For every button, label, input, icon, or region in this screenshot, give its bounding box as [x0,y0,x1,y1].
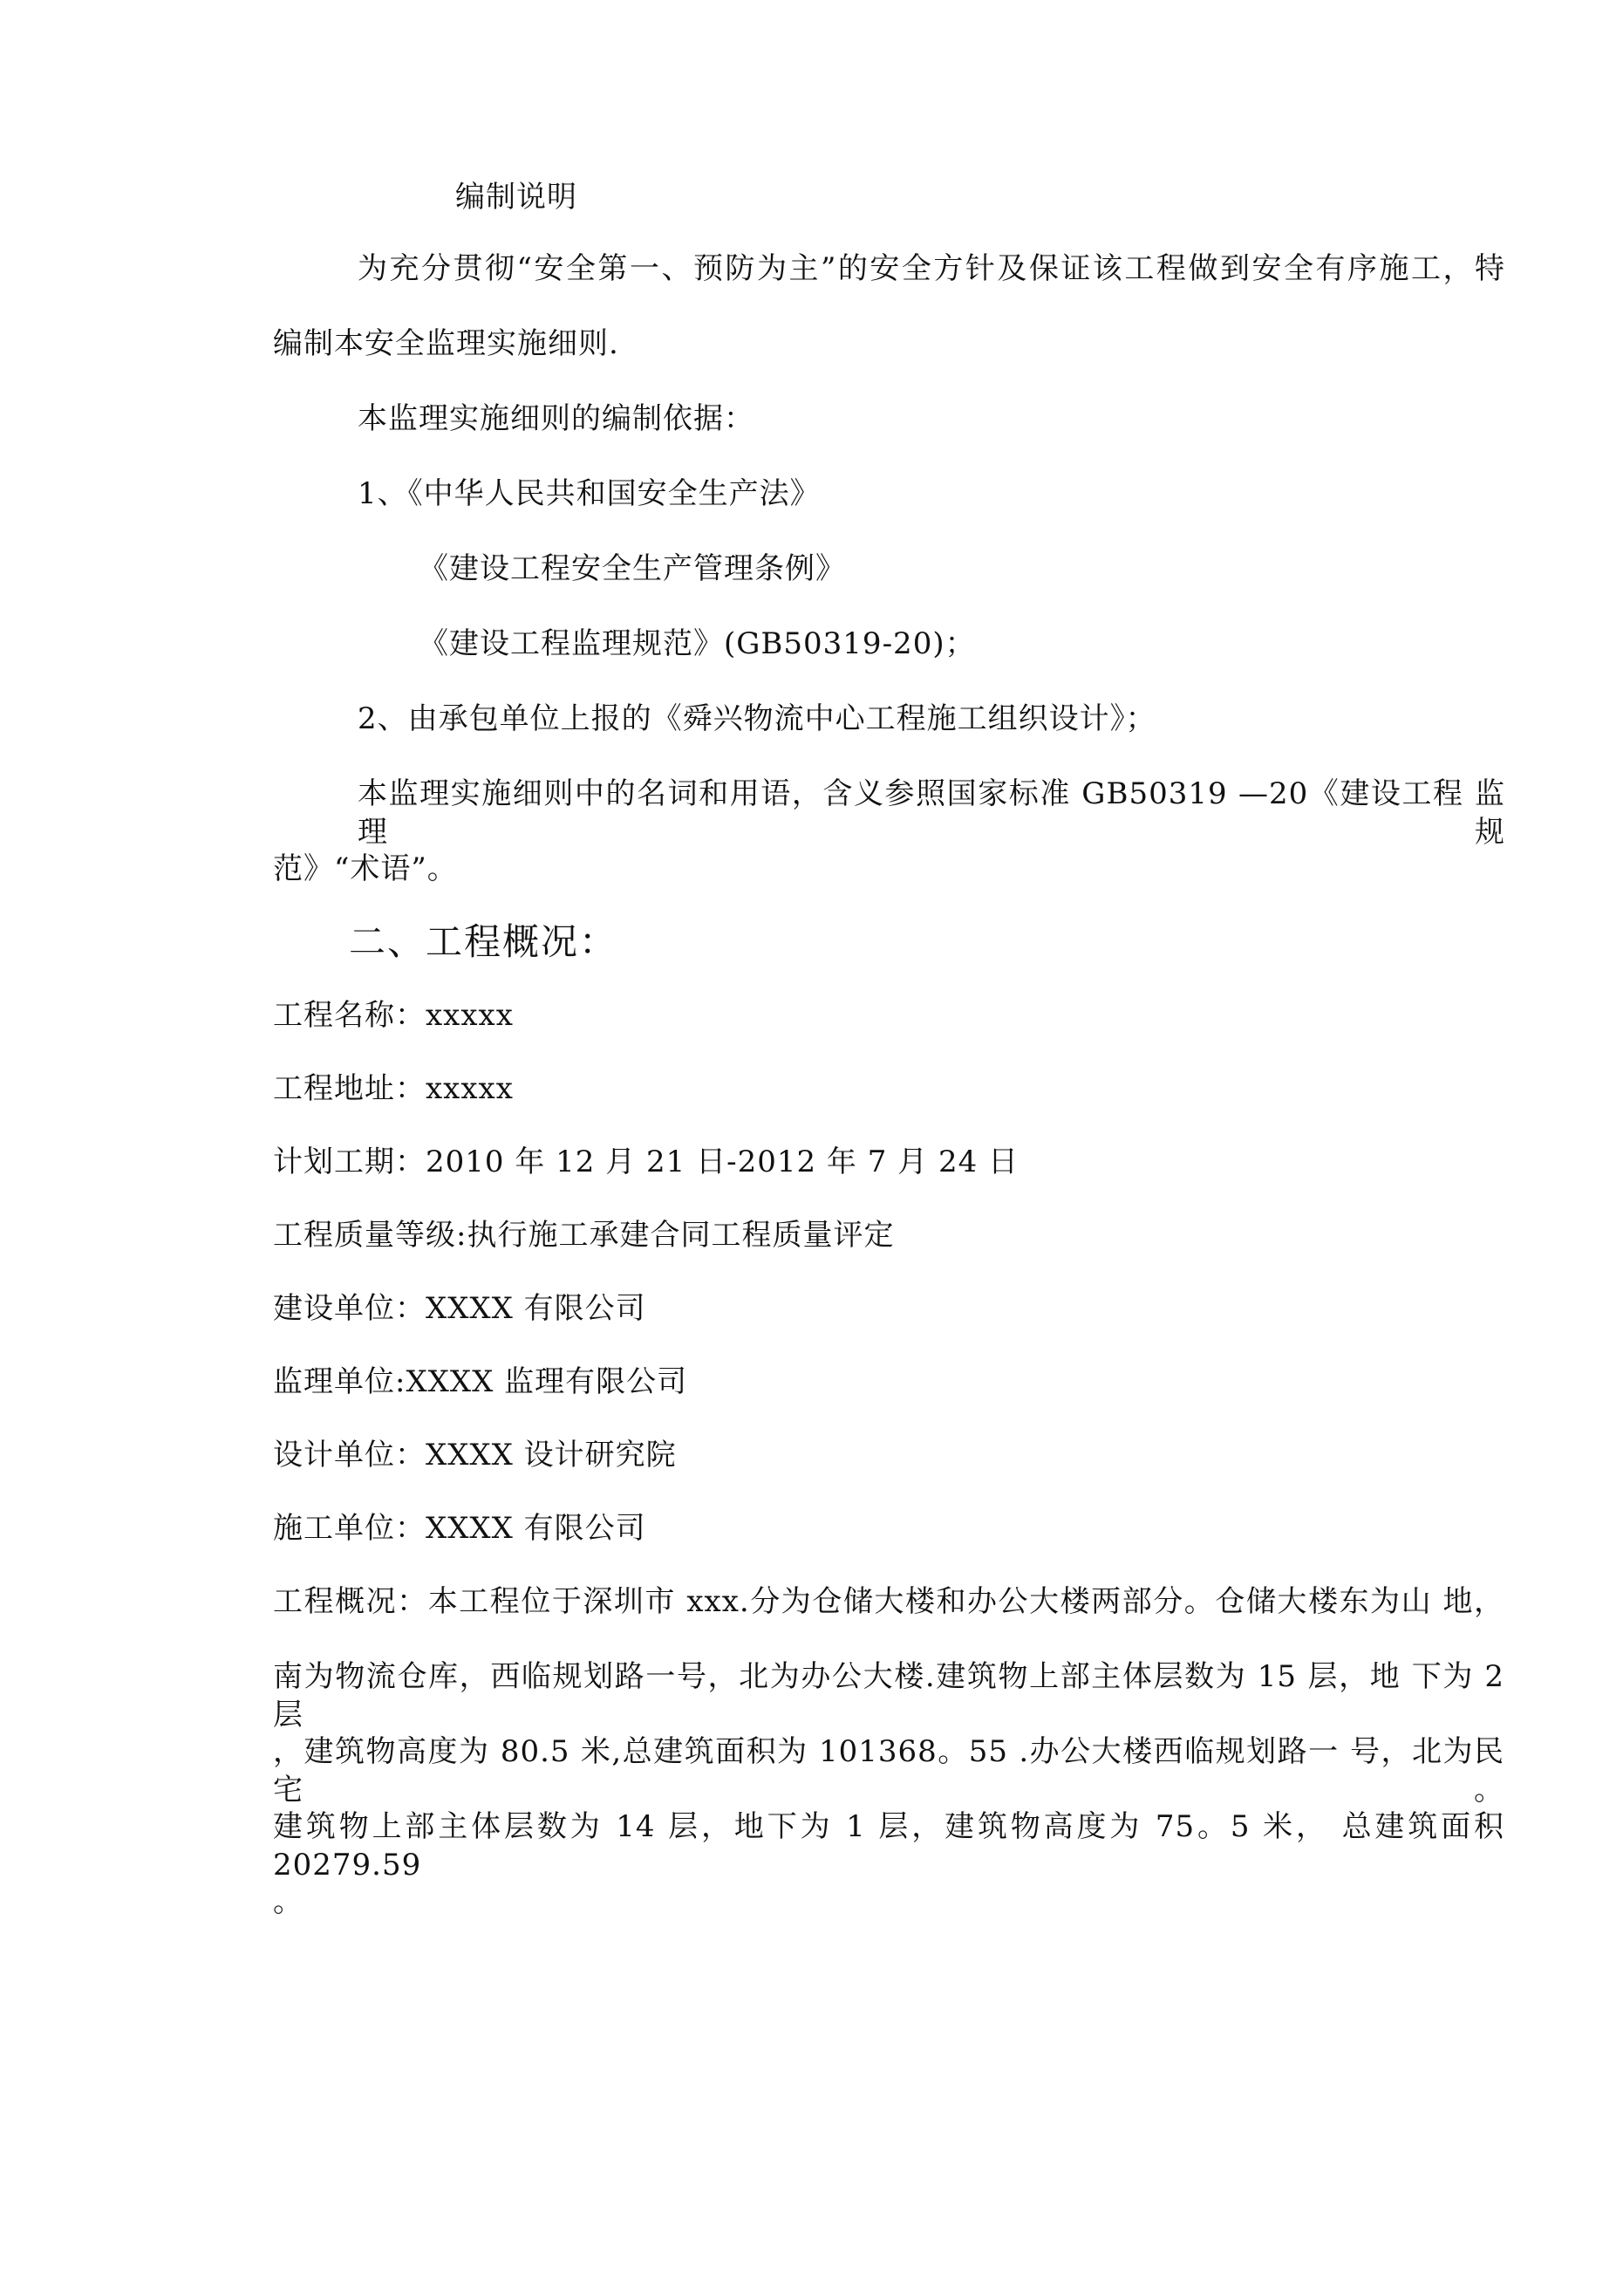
section-heading: 二、工程概况： [349,920,618,963]
purpose-line-1: 为充分贯彻“安全第一、预防为主”的安全方针及保证该工程做到安全有序施工，特 [358,251,1505,286]
overview-line-1: 工程概况：本工程位于深圳市 xxx.分为仓储大楼和办公大楼两部分。仓储大楼东为山 地， [273,1584,1504,1619]
owner-unit: 建设单位：XXXX 有限公司 [273,1291,646,1326]
overview-line-3: ，建筑物高度为 80.5 米,总建筑面积为 101368。55 .办公大楼西临规划路一 号，北为民宅。 [273,1734,1504,1807]
basis-item-1b: 《建设工程安全生产管理条例》 [419,551,846,586]
supervision-unit: 监理单位:XXXX 监理有限公司 [273,1364,688,1399]
quality-grade: 工程质量等级:执行施工承建合同工程质量评定 [273,1218,895,1253]
intro-title: 编制说明 [455,180,577,215]
purpose-line-2: 编制本安全监理实施细则. [273,326,619,361]
project-name: 工程名称：xxxxx [273,998,514,1033]
basis-item-2: 2、由承包单位上报的《舜兴物流中心工程施工组织设计》； [358,701,1156,736]
overview-line-5: 。 [273,1884,303,1919]
overview-line-2: 南为物流仓库，西临规划路一号，北为办公大楼.建筑物上部主体层数为 15 层，地 下为 2 层 [273,1659,1504,1732]
design-unit: 设计单位：XXXX 设计研究院 [273,1438,677,1473]
schedule: 计划工期：2010 年 12 月 21 日-2012 年 7 月 24 日 [273,1145,1019,1179]
terms-line-1: 本监理实施细则中的名词和用语，含义参照国家标准 GB50319 —20《建设工程 监理规 [358,776,1505,850]
project-address: 工程地址：xxxxx [273,1071,514,1106]
construction-unit: 施工单位：XXXX 有限公司 [273,1511,646,1546]
basis-item-1c: 《建设工程监理规范》(GB50319-20)； [419,626,976,661]
basis-intro: 本监理实施细则的编制依据： [358,401,754,436]
overview-line-4: 建筑物上部主体层数为 14 层，地下为 1 层，建筑物高度为 75。5 米， 总建筑面积 20279.59 [273,1809,1504,1883]
basis-item-1: 1、《中华人民共和国安全生产法》 [358,476,821,511]
terms-line-2: 范》“术语”。 [273,851,458,886]
